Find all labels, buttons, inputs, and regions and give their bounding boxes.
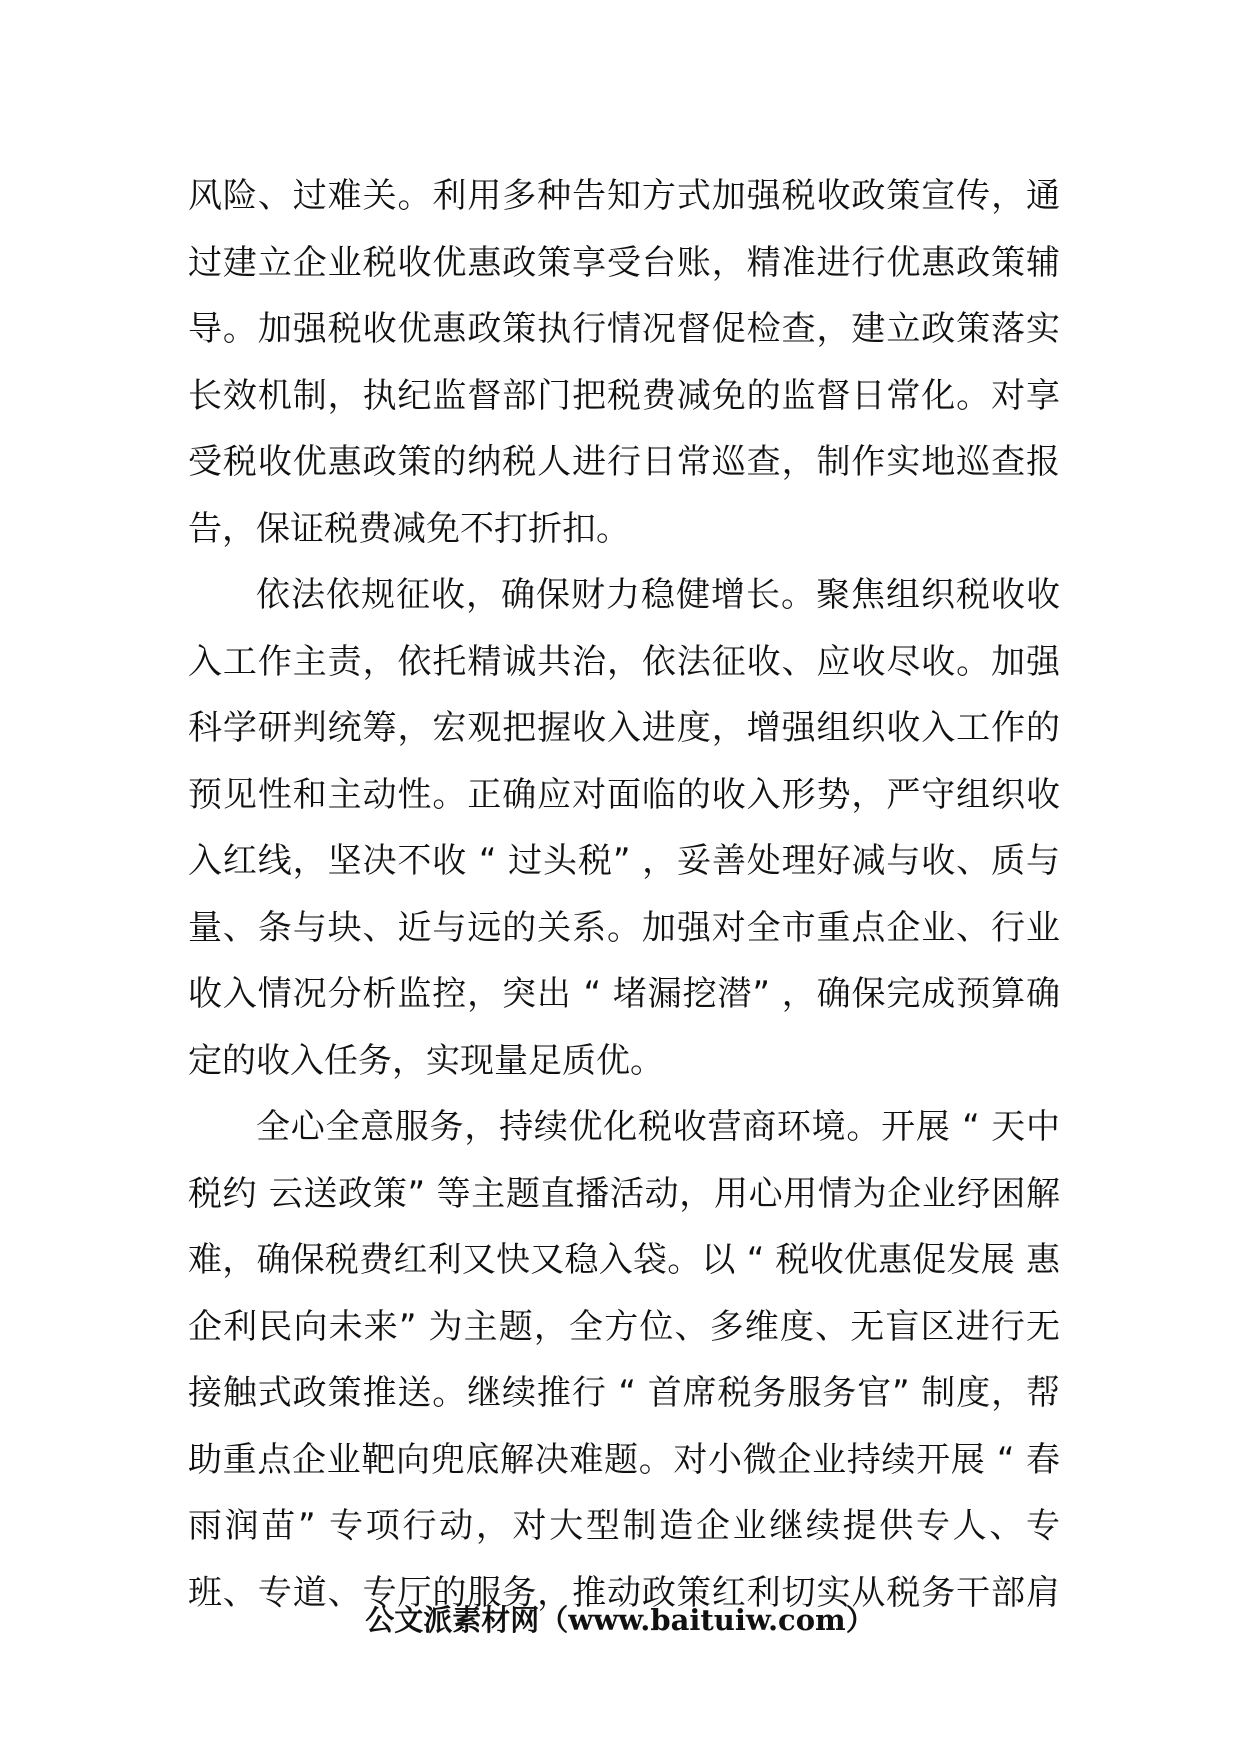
- text-line: 科学研判统筹，宏观把握收入进度，增强组织收入工作的: [188, 708, 1060, 748]
- footer-watermark: 公文派素材网（www.baituiw.com）: [365, 1603, 875, 1637]
- text-line: 长效机制，执纪监督部门把税费减免的监督日常化。对享: [188, 375, 1060, 416]
- text-line: 班、专道、专厅的服务，推动政策红利切实从税务干部肩: [188, 1572, 1060, 1613]
- text-line: 量、条与块、近与远的关系。加强对全市重点企业、行业: [188, 907, 1060, 948]
- paragraph: [188, 163, 1060, 562]
- text-line: 定的收入任务，实现量足质优。: [188, 1040, 664, 1081]
- paragraph: [188, 562, 1060, 1094]
- text-line: 风险、过难关。利用多种告知方式加强税收政策宣传，通: [188, 176, 1060, 216]
- text-line: 助重点企业靶向兜底解决难题。对小微企业持续开展 “ 春: [188, 1439, 1060, 1480]
- text-line: 全心全意服务，持续优化税收营商环境。开展 “ 天中: [256, 1107, 1060, 1147]
- text-line: 导。加强税收优惠政策执行情况督促检查，建立政策落实: [188, 309, 1060, 349]
- text-line: 受税收优惠政策的纳税人进行日常巡查，制作实地巡查报: [188, 442, 1060, 482]
- text-line: 税约 云送政策” 等主题直播活动，用心用情为企业纾困解: [188, 1173, 1060, 1214]
- text-line: 预见性和主动性。正确应对面临的收入形势，严守组织收: [188, 774, 1060, 815]
- text-line: 企利民向未来” 为主题，全方位、多维度、无盲区进行无: [188, 1306, 1060, 1347]
- paragraph: [188, 1094, 1060, 1626]
- text-line: 依法依规征收，确保财力稳健增长。聚焦组织税收收: [256, 575, 1060, 615]
- text-line: 雨润苗” 专项行动，对大型制造企业继续提供专人、专: [188, 1506, 1060, 1546]
- text-line: 接触式政策推送。继续推行 “ 首席税务服务官” 制度，帮: [188, 1373, 1060, 1413]
- text-line: 收入情况分析监控，突出 “ 堵漏挖潜” ，确保完成预算确: [188, 974, 1060, 1014]
- document-body: [188, 163, 1060, 1626]
- text-line: 过建立企业税收优惠政策享受台账，精准进行优惠政策辅: [188, 242, 1060, 283]
- text-line: 难，确保税费红利又快又稳入袋。以 “ 税收优惠促发展 惠: [188, 1240, 1060, 1280]
- text-line: 入红线，坚决不收 “ 过头税” ，妥善处理好减与收、质与: [188, 841, 1060, 881]
- text-line: 告，保证税费减免不打折扣。: [188, 508, 630, 549]
- text-line: 入工作主责，依托精诚共治，依法征收、应收尽收。加强: [188, 641, 1060, 682]
